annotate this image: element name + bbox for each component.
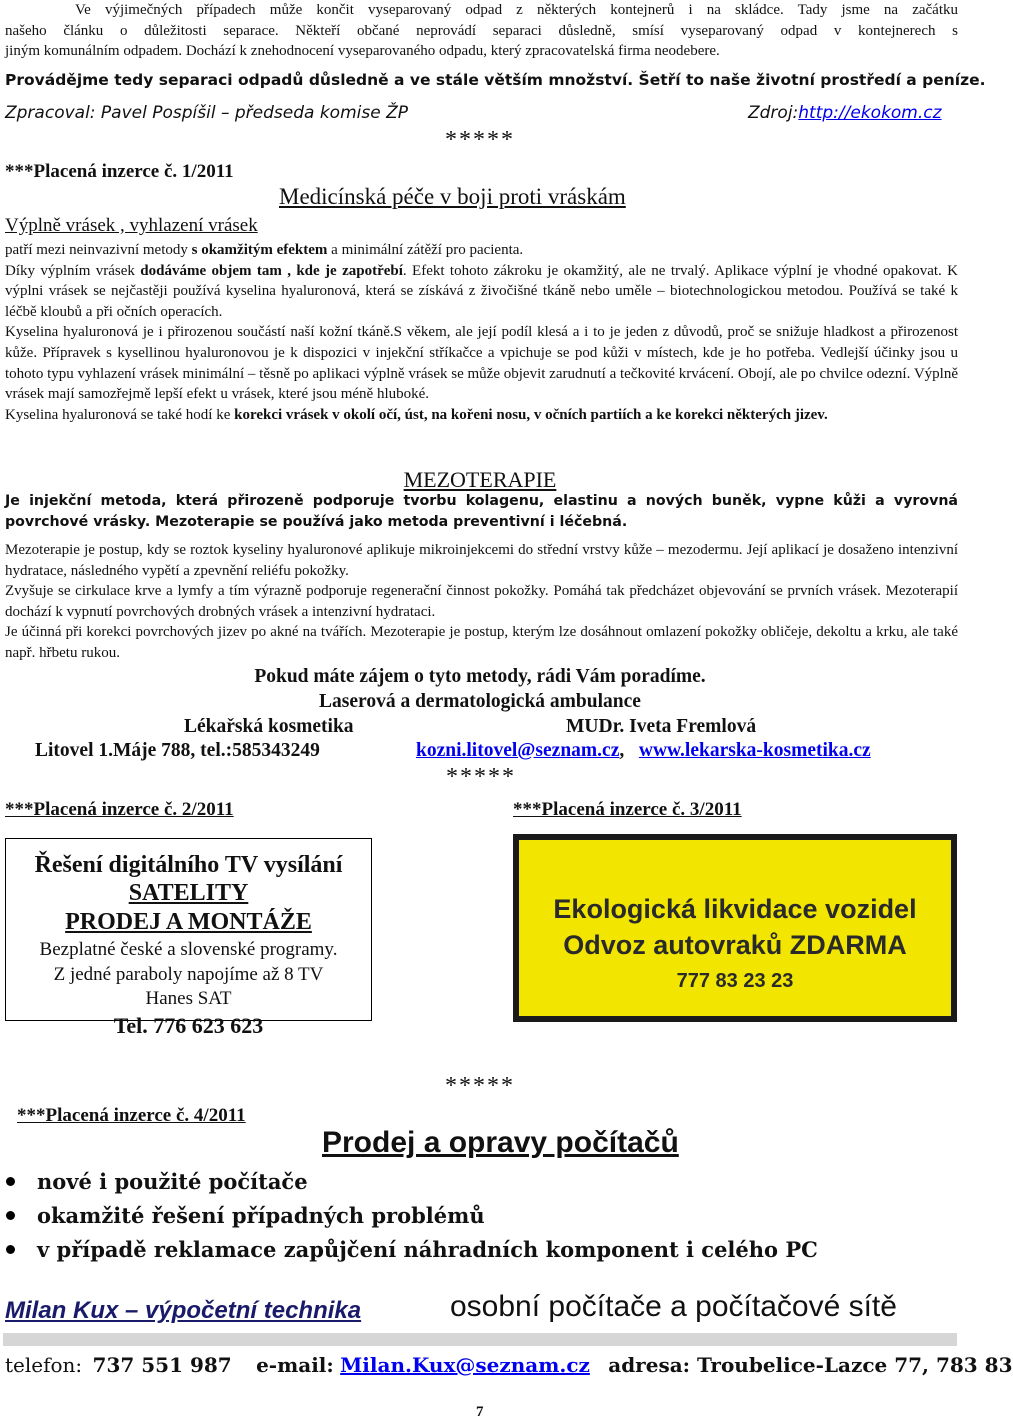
stars-divider-3: *****: [445, 1073, 515, 1099]
meso-p3: Je účinná při korekci povrchových jizev po akné na tvářích. Mezoterapie je postup, kterým lze dosáhnout omlazení pokožky obličeje, dekoltu a krku, ale také např. hřbetu rukou.: [5, 624, 958, 661]
ad4-company: Milan Kux – výpočetní technika: [5, 1297, 362, 1324]
ad4-label: ***Placená inzerce č. 4/2011: [17, 1105, 246, 1126]
source-link[interactable]: http://ekokom.cz: [798, 103, 942, 123]
ad4-email-label: e-mail:: [256, 1353, 334, 1377]
ad4-phone: 737 551 987: [92, 1353, 232, 1377]
ad2-line1: Řešení digitálního TV vysílání: [34, 852, 343, 878]
ad2-line5: Z jedné paraboly napojíme až 8 TV: [53, 964, 324, 985]
ad1-web-link[interactable]: www.lekarska-kosmetika.cz: [638, 740, 871, 761]
ad4-bullet-1: nové i použité počítače: [6, 1169, 818, 1203]
ad4-separator-bar: [3, 1333, 957, 1346]
intro-author: Zpracoval: Pavel Pospíšil – předseda komise ŽP: [5, 103, 408, 123]
ad1-doctor: MUDr. Iveta Fremlová: [566, 716, 757, 737]
bullet-icon: [6, 1211, 15, 1220]
ad1-cta: Pokud máte zájem o tyto metody, rádi Vám poradíme.: [254, 666, 706, 687]
ad1-p1: patří mezi neinvazivní metody s okamžitým efektem a minimální zátěží pro pacienta.: [5, 242, 524, 258]
ad4-tagline: osobní počítače a počítačové sítě: [450, 1290, 897, 1323]
ad1-address: Litovel 1.Máje 788, tel.:585343249: [35, 740, 320, 761]
ad3-line2: Odvoz autovraků ZDARMA: [563, 930, 907, 960]
ad4-contact-row: [5, 1353, 1013, 1377]
ad1-label: ***Placená inzerce č. 1/2011: [5, 161, 234, 182]
ad2-box: [5, 838, 372, 1038]
page-number: 7: [476, 1404, 484, 1420]
ad2-line3: PRODEJ A MONTÁŽE: [65, 909, 312, 935]
intro-line-2: našeho článku o důležitosti separace. Někteří občané neprovádí separaci důsledně, smísí vyseparovaný odpad v kontejnerech s: [5, 22, 958, 39]
meso-p2: Zvyšuje se cirkulace krve a lymfy a tím výrazně podporuje regenerační činnost pokožky. Pomáhá tak předcházet objevování se prvních vrásek. Mezoterapií dochází k vypnutí povrchových drobných vrásek a intenzivní hydrataci.: [5, 583, 958, 620]
ad1-p4: Kyselina hyaluronová se také hodí ke korekci vrásek v okolí očí, úst, na kořeni nosu, v očních partiích a ke korekci některých jizev.: [5, 406, 828, 423]
ad1-title: Medicínská péče v boji proti vráskám: [279, 184, 626, 209]
ad1-subtitle: Výplně vrásek , vyhlazení vrásek: [5, 215, 258, 236]
ad4-title: Prodej a opravy počítačů: [322, 1126, 679, 1159]
ad4-email-link[interactable]: Milan.Kux@seznam.cz: [340, 1353, 590, 1377]
ad1-email-link[interactable]: kozni.litovel@seznam.cz: [416, 740, 620, 761]
meso-p1: Mezoterapie je postup, kdy se roztok kyseliny hyaluronové aplikuje mikroinjekcemi do střední vrstvy kůže – mezodermu. Její aplikací je dosaženo intenzivní hydratace, následného vypětí a zpevnění reliéfu pokožky.: [5, 542, 958, 579]
ad3-phone: 777 83 23 23: [676, 970, 794, 992]
intro-line-3: jiným komunálním odpadem. Dochází k znehodnocení vyseparovaného odpadu, který zpracovatelská firma neodebere.: [5, 43, 720, 59]
ad2-line7: Tel. 776 623 623: [113, 1013, 264, 1038]
ad2-label: ***Placená inzerce č. 2/2011: [5, 799, 234, 820]
meso-bold: Je injekční metoda, která přirozeně podporuje tvorbu kolagenu, elastinu a nových buněk, vypne kůži a vyrovná povrchové vrásky. Mezoterapie se používá jako metoda preventivní i léčebná.: [5, 493, 958, 530]
ad4-bullets: [6, 1169, 818, 1271]
ad4-bullet-2: okamžité řešení případných problémů: [6, 1203, 818, 1237]
ad3-banner: [519, 840, 951, 1016]
ad4-bullet-3: v případě reklamace zapůjčení náhradních komponent i celého PC: [6, 1237, 818, 1271]
ad3-label: ***Placená inzerce č. 3/2011: [513, 799, 742, 820]
ad2-line4: Bezplatné české a slovenské programy.: [39, 939, 338, 960]
ad1-p2: Díky výplním vrásek dodáváme objem tam , kde je zapotřebí. Efekt tohoto zákroku je okamžitý, ale ne trvalý. Aplikace výplní je vhodné opakovat. K výplni vrásek se nejčastěji používá kyselina hyaluronová, která se získává z živočišné tkáně nebo uměle – biotechnologickou metodou. Používá se také k léčbě kloubů a při očních operacích.: [5, 262, 958, 320]
bullet-icon: [6, 1245, 15, 1254]
ad3-banner-frame: [513, 834, 957, 1022]
ad4-address: adresa: Troubelice-Lazce 77, 783 83: [608, 1353, 1013, 1377]
ad2-line6: Hanes SAT: [145, 988, 232, 1009]
meso-title: MEZOTERAPIE: [403, 467, 557, 492]
intro-line-1: Ve výjimečných případech může končit vyseparovaný odpad z některých kontejnerů i na skládce. Tady jsme na začátku: [75, 2, 958, 18]
ad1-contacts: kozni.litovel@seznam.cz, www.lekarska-kosmetika.cz: [416, 740, 871, 761]
intro-source: [748, 103, 942, 123]
ad1-p3: Kyselina hyaluronová je i přirozenou součástí naší kožní tkáně.S věkem, ale její podíl klesá a i to je jeden z důvodů, proč se snižuje hladkost a přirozenost kůže. Přípravek s kysellinou hyaluronovou je k dispozici v injekční stříkačce a vpichuje se pod kůži v místech, kde je ho potřeba. Vedlejší účinky jsou u tohoto typu vyhlazení vrásek minimální – těsně po aplikaci výplně vrásek se může objevit zarudnutí a tečkovité krvácení. Obojí, ale po chvilce odezní. Výplně vrásek mají samozřejmě lepší efekt u vrásek, které jsou méně hluboké.: [5, 324, 958, 403]
intro-emphasis: Provádějme tedy separaci odpadů důsledně a ve stále větším množství. Šetří to naše životní prostředí a peníze.: [5, 71, 986, 89]
meso-paragraphs: [5, 540, 958, 664]
bullet-icon: [6, 1177, 15, 1186]
ad4-phone-label: telefon:: [5, 1353, 83, 1377]
ad1-paragraphs: [5, 240, 958, 425]
ad2-line2: SATELITY: [128, 880, 249, 906]
stars-divider-1: *****: [445, 127, 515, 153]
stars-divider-2: *****: [446, 764, 516, 790]
ad3-line1: Ekologická likvidace vozidel: [553, 894, 917, 924]
ad1-cosmetics: Lékařská kosmetika: [184, 716, 354, 737]
ad1-clinic: Laserová a dermatologická ambulance: [319, 691, 641, 712]
intro-block: [5, 0, 958, 62]
source-label: Zdroj:: [748, 103, 799, 123]
